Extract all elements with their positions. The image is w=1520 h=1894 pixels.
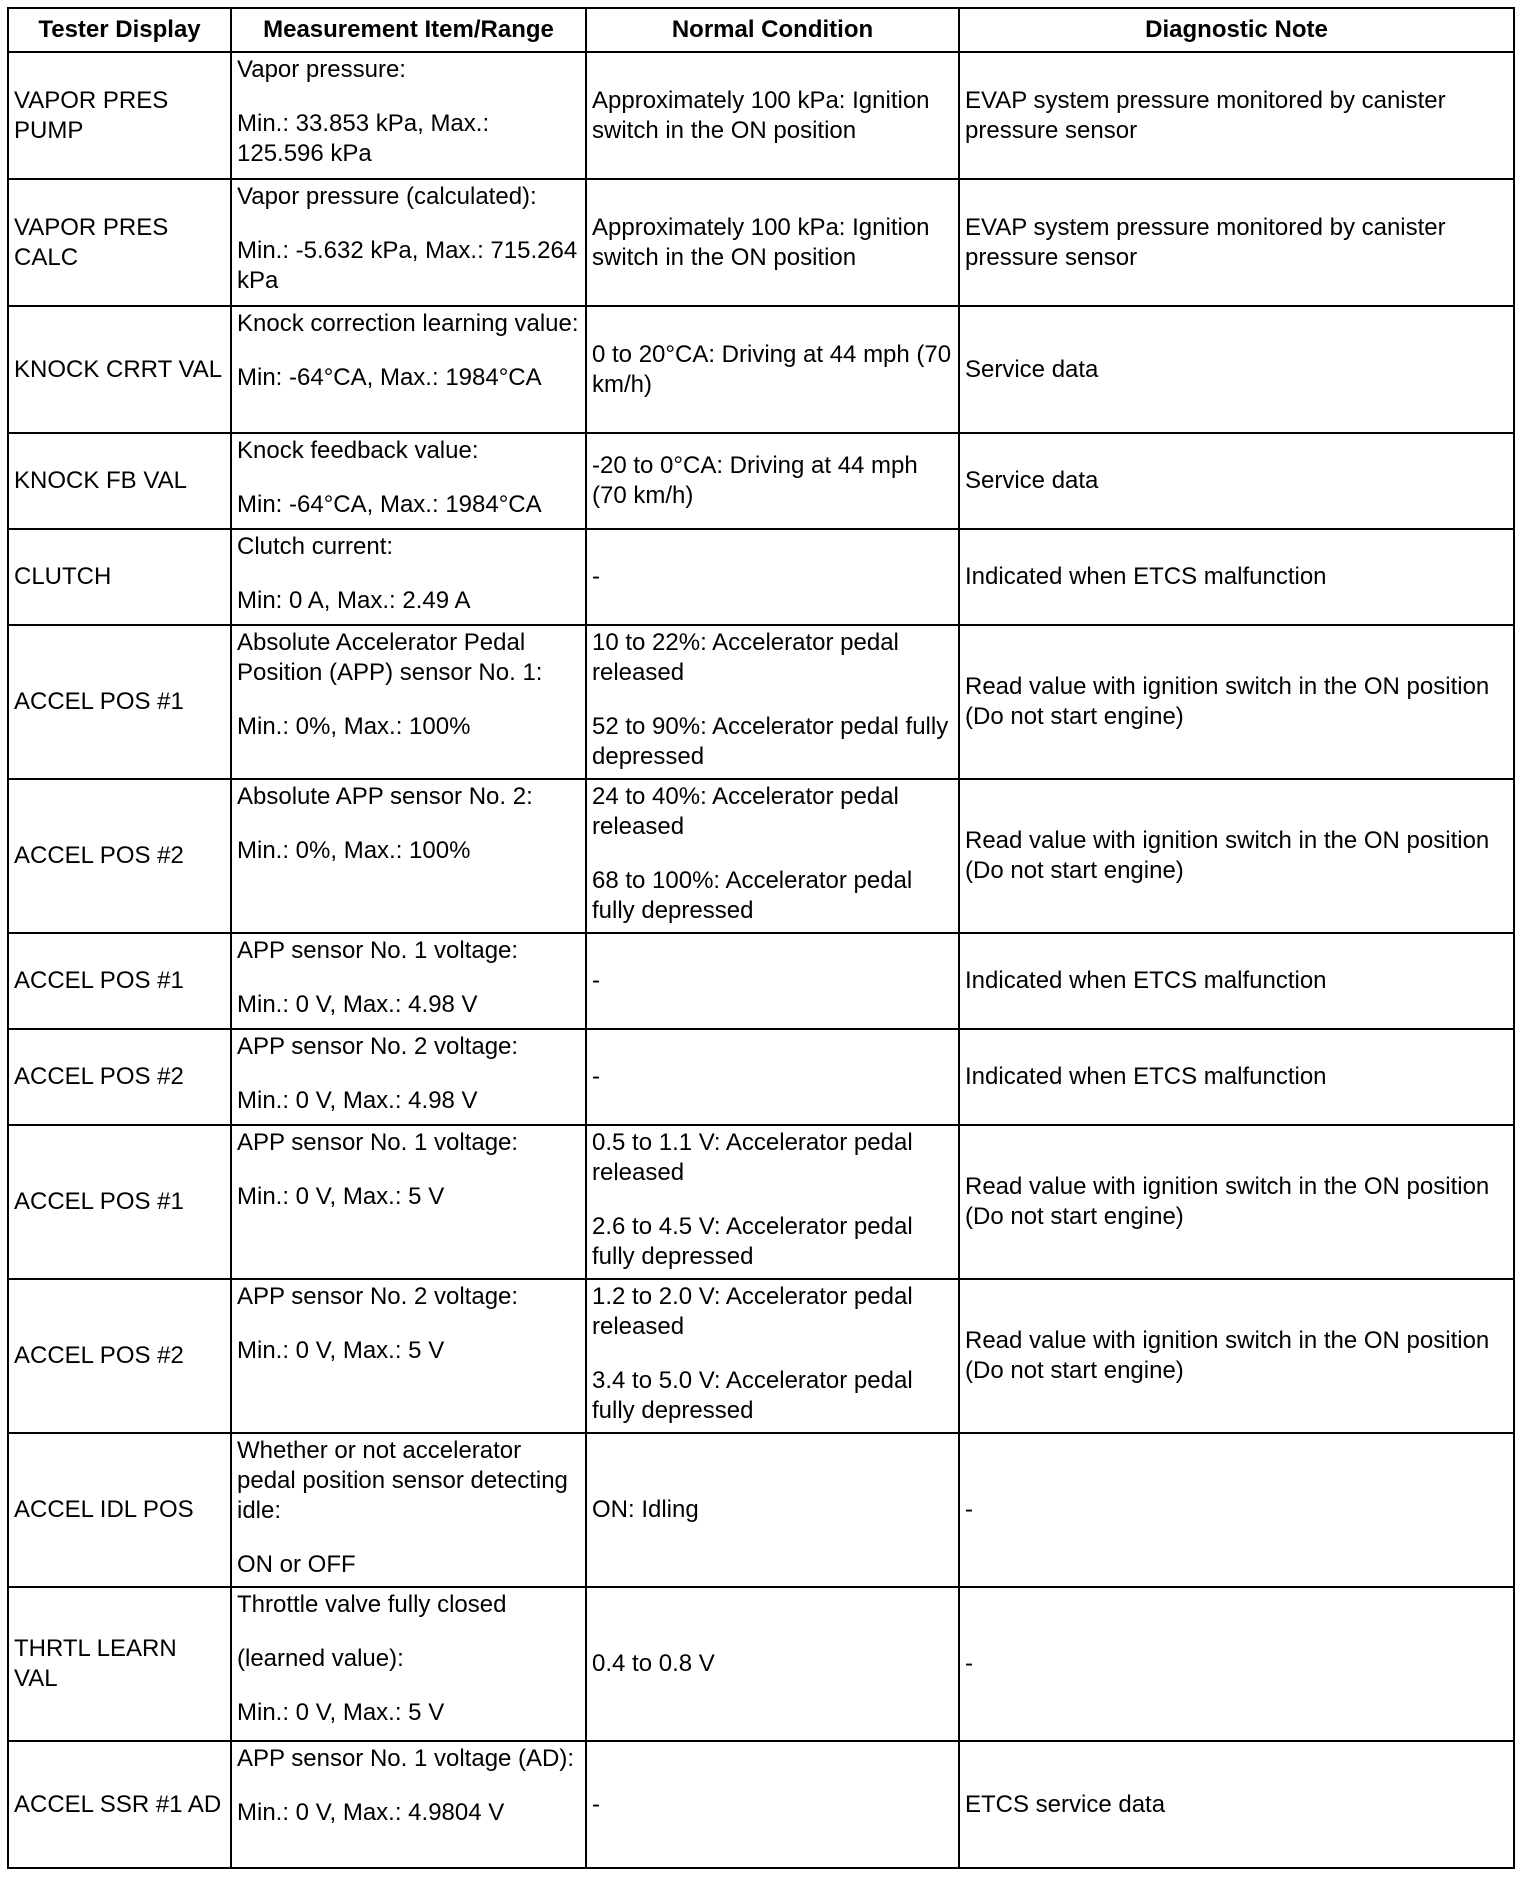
cell-diagnostic-note: Indicated when ETCS malfunction bbox=[959, 1029, 1514, 1125]
cell-normal-condition bbox=[586, 1029, 959, 1125]
paragraph-gap bbox=[237, 1062, 580, 1086]
cell-tester-display: ACCEL POS #2 bbox=[8, 779, 231, 933]
table-row bbox=[8, 433, 1514, 529]
range-line: Whether or not accelerator pedal position sensor detecting idle: bbox=[237, 1437, 568, 1524]
cell-measurement-range bbox=[231, 529, 586, 625]
cell-normal-condition bbox=[586, 1125, 959, 1279]
table-row bbox=[8, 625, 1514, 779]
range-line: APP sensor No. 1 voltage (AD): bbox=[237, 1745, 575, 1772]
cell-tester-display: VAPOR PRES PUMP bbox=[8, 52, 231, 179]
condition-line: - bbox=[592, 1790, 600, 1818]
table-row bbox=[8, 179, 1514, 306]
paragraph-gap bbox=[237, 1674, 580, 1698]
cell-tester-display: ACCEL POS #1 bbox=[8, 625, 231, 779]
condition-line: Approximately 100 kPa: Ignition switch in the ON position bbox=[592, 213, 930, 271]
cell-measurement-range bbox=[231, 1029, 586, 1125]
cell-tester-display: ACCEL POS #2 bbox=[8, 1029, 231, 1125]
header-diagnostic-note: Diagnostic Note bbox=[959, 8, 1514, 52]
paragraph-gap bbox=[237, 1526, 580, 1550]
cell-diagnostic-note: Service data bbox=[959, 306, 1514, 433]
cell-normal-condition bbox=[586, 529, 959, 625]
paragraph-gap bbox=[237, 212, 580, 236]
cell-normal-condition bbox=[586, 52, 959, 179]
cell-diagnostic-note: Indicated when ETCS malfunction bbox=[959, 529, 1514, 625]
condition-line: 0.5 to 1.1 V: Accelerator pedal released bbox=[592, 1129, 913, 1186]
range-line: Min.: 0 V, Max.: 4.98 V bbox=[237, 1087, 478, 1114]
range-line: Vapor pressure (calculated): bbox=[237, 183, 537, 210]
range-line: Min.: 0 V, Max.: 4.98 V bbox=[237, 991, 478, 1018]
cell-measurement-range bbox=[231, 1587, 586, 1741]
condition-line: ON: Idling bbox=[592, 1496, 699, 1523]
cell-tester-display: KNOCK FB VAL bbox=[8, 433, 231, 529]
range-line: Min: -64°CA, Max.: 1984°CA bbox=[237, 364, 542, 391]
cell-tester-display: ACCEL IDL POS bbox=[8, 1433, 231, 1587]
table-row bbox=[8, 306, 1514, 433]
table-row bbox=[8, 529, 1514, 625]
paragraph-gap bbox=[592, 1188, 953, 1212]
cell-tester-display: CLUTCH bbox=[8, 529, 231, 625]
paragraph-gap bbox=[237, 812, 580, 836]
range-line: Min.: 0 V, Max.: 5 V bbox=[237, 1699, 445, 1726]
cell-diagnostic-note: ETCS service data bbox=[959, 1741, 1514, 1868]
condition-line: 1.2 to 2.0 V: Accelerator pedal released bbox=[592, 1283, 913, 1340]
condition-line: 3.4 to 5.0 V: Accelerator pedal fully depressed bbox=[592, 1367, 913, 1424]
cell-diagnostic-note: Read value with ignition switch in the ON position (Do not start engine) bbox=[959, 1125, 1514, 1279]
range-line: Min.: 0 V, Max.: 5 V bbox=[237, 1337, 445, 1364]
condition-line: 52 to 90%: Accelerator pedal fully depressed bbox=[592, 713, 949, 770]
cell-normal-condition bbox=[586, 1741, 959, 1868]
cell-diagnostic-note: - bbox=[959, 1433, 1514, 1587]
range-line: Clutch current: bbox=[237, 533, 394, 560]
table-body bbox=[8, 52, 1514, 1868]
range-line: Min.: 33.853 kPa, Max.: 125.596 kPa bbox=[237, 110, 490, 167]
range-line: APP sensor No. 1 voltage: bbox=[237, 1129, 519, 1156]
cell-normal-condition bbox=[586, 433, 959, 529]
cell-normal-condition bbox=[586, 179, 959, 306]
paragraph-gap bbox=[592, 842, 953, 866]
range-line: ON or OFF bbox=[237, 1551, 356, 1578]
condition-line: Approximately 100 kPa: Ignition switch in the ON position bbox=[592, 86, 930, 144]
cell-normal-condition bbox=[586, 1433, 959, 1587]
cell-diagnostic-note: - bbox=[959, 1587, 1514, 1741]
cell-diagnostic-note: Indicated when ETCS malfunction bbox=[959, 933, 1514, 1029]
table-row bbox=[8, 52, 1514, 179]
condition-line: - bbox=[592, 563, 600, 590]
range-line: Min.: 0 V, Max.: 4.9804 V bbox=[237, 1799, 505, 1826]
range-line: Throttle valve fully closed bbox=[237, 1591, 507, 1618]
paragraph-gap bbox=[592, 688, 953, 712]
condition-line: 68 to 100%: Accelerator pedal fully depressed bbox=[592, 867, 913, 924]
table-header-row bbox=[8, 8, 1514, 52]
cell-tester-display: ACCEL POS #2 bbox=[8, 1279, 231, 1433]
range-line: Absolute Accelerator Pedal Position (APP) sensor No. 1: bbox=[237, 629, 543, 686]
cell-normal-condition bbox=[586, 625, 959, 779]
condition-line: 24 to 40%: Accelerator pedal released bbox=[592, 783, 899, 840]
paragraph-gap bbox=[237, 688, 580, 712]
cell-measurement-range bbox=[231, 179, 586, 306]
header-measurement-item-range: Measurement Item/Range bbox=[231, 8, 586, 52]
range-line: Knock feedback value: bbox=[237, 437, 479, 464]
cell-tester-display: ACCEL POS #1 bbox=[8, 933, 231, 1029]
cell-diagnostic-note: Read value with ignition switch in the ON position (Do not start engine) bbox=[959, 779, 1514, 933]
cell-measurement-range bbox=[231, 625, 586, 779]
paragraph-gap bbox=[237, 1312, 580, 1336]
cell-measurement-range bbox=[231, 52, 586, 179]
condition-line: 0.4 to 0.8 V bbox=[592, 1650, 715, 1677]
condition-line: 0 to 20°CA: Driving at 44 mph (70 km/h) bbox=[592, 340, 952, 398]
range-line: Min: 0 A, Max.: 2.49 A bbox=[237, 587, 471, 614]
cell-tester-display: KNOCK CRRT VAL bbox=[8, 306, 231, 433]
cell-diagnostic-note: EVAP system pressure monitored by canister pressure sensor bbox=[959, 52, 1514, 179]
condition-line: 10 to 22%: Accelerator pedal released bbox=[592, 629, 899, 686]
diagnostic-data-table bbox=[7, 7, 1515, 1869]
header-tester-display: Tester Display bbox=[8, 8, 231, 52]
cell-diagnostic-note: Read value with ignition switch in the ON position (Do not start engine) bbox=[959, 1279, 1514, 1433]
cell-measurement-range bbox=[231, 779, 586, 933]
cell-tester-display: ACCEL SSR #1 AD bbox=[8, 1741, 231, 1868]
table-row bbox=[8, 933, 1514, 1029]
condition-line: 2.6 to 4.5 V: Accelerator pedal fully depressed bbox=[592, 1213, 913, 1270]
header-normal-condition: Normal Condition bbox=[586, 8, 959, 52]
range-line: Min.: 0%, Max.: 100% bbox=[237, 713, 471, 740]
range-line: Min.: -5.632 kPa, Max.: 715.264 kPa bbox=[237, 237, 578, 294]
cell-measurement-range bbox=[231, 433, 586, 529]
table-row bbox=[8, 779, 1514, 933]
range-line: APP sensor No. 1 voltage: bbox=[237, 937, 519, 964]
range-line: Min.: 0%, Max.: 100% bbox=[237, 837, 471, 864]
table-row bbox=[8, 1433, 1514, 1587]
cell-measurement-range bbox=[231, 1741, 586, 1868]
cell-diagnostic-note: Read value with ignition switch in the ON position (Do not start engine) bbox=[959, 625, 1514, 779]
table-row bbox=[8, 1029, 1514, 1125]
diagnostic-data-table-container bbox=[7, 7, 1513, 1869]
paragraph-gap bbox=[237, 85, 580, 109]
paragraph-gap bbox=[592, 1342, 953, 1366]
condition-line: - bbox=[592, 967, 600, 994]
table-row bbox=[8, 1125, 1514, 1279]
paragraph-gap bbox=[237, 1774, 580, 1798]
cell-measurement-range bbox=[231, 1433, 586, 1587]
paragraph-gap bbox=[237, 466, 580, 490]
cell-measurement-range bbox=[231, 1125, 586, 1279]
cell-tester-display: ACCEL POS #1 bbox=[8, 1125, 231, 1279]
cell-measurement-range bbox=[231, 306, 586, 433]
range-line: Min: -64°CA, Max.: 1984°CA bbox=[237, 491, 542, 518]
paragraph-gap bbox=[237, 1620, 580, 1644]
table-row bbox=[8, 1587, 1514, 1741]
cell-measurement-range bbox=[231, 1279, 586, 1433]
cell-normal-condition bbox=[586, 779, 959, 933]
condition-line: - bbox=[592, 1063, 600, 1090]
cell-normal-condition bbox=[586, 1279, 959, 1433]
condition-line: -20 to 0°CA: Driving at 44 mph (70 km/h) bbox=[592, 452, 918, 509]
table-row bbox=[8, 1279, 1514, 1433]
range-line: Min.: 0 V, Max.: 5 V bbox=[237, 1183, 445, 1210]
cell-measurement-range bbox=[231, 933, 586, 1029]
range-line: (learned value): bbox=[237, 1645, 404, 1672]
cell-normal-condition bbox=[586, 306, 959, 433]
paragraph-gap bbox=[237, 339, 580, 363]
range-line: APP sensor No. 2 voltage: bbox=[237, 1033, 519, 1060]
cell-tester-display: VAPOR PRES CALC bbox=[8, 179, 231, 306]
range-line: Vapor pressure: bbox=[237, 56, 406, 83]
paragraph-gap bbox=[237, 966, 580, 990]
paragraph-gap bbox=[237, 562, 580, 586]
range-line: Absolute APP sensor No. 2: bbox=[237, 783, 533, 810]
cell-diagnostic-note: EVAP system pressure monitored by canister pressure sensor bbox=[959, 179, 1514, 306]
cell-normal-condition bbox=[586, 1587, 959, 1741]
cell-normal-condition bbox=[586, 933, 959, 1029]
paragraph-gap bbox=[237, 1158, 580, 1182]
table-row bbox=[8, 1741, 1514, 1868]
cell-tester-display: THRTL LEARN VAL bbox=[8, 1587, 231, 1741]
range-line: APP sensor No. 2 voltage: bbox=[237, 1283, 519, 1310]
cell-diagnostic-note: Service data bbox=[959, 433, 1514, 529]
range-line: Knock correction learning value: bbox=[237, 310, 579, 337]
